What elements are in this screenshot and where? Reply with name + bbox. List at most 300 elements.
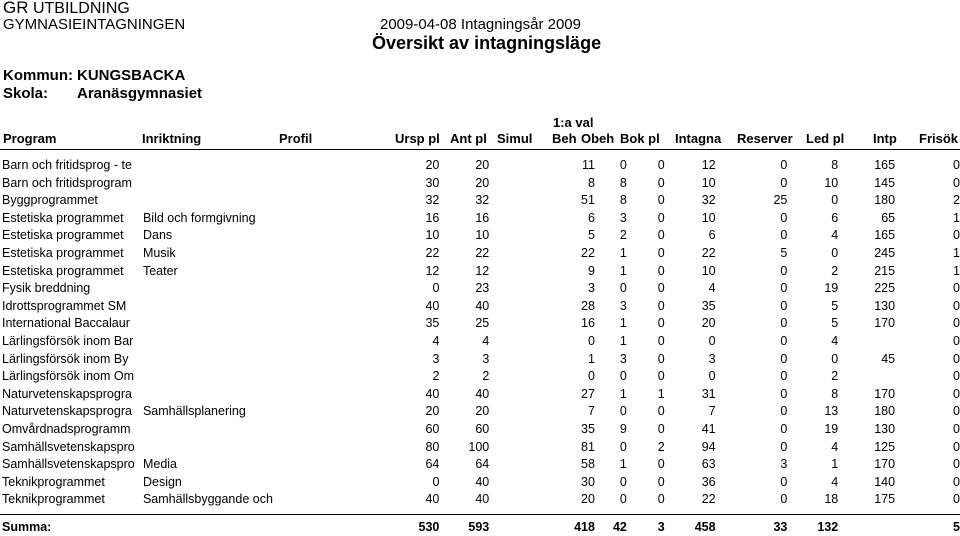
col-header-frisok: Frisök [919,131,959,146]
cell-reserver: 3 [780,457,788,472]
cell-obeh: 1 [619,386,627,401]
cell-profil [282,280,392,298]
cell-intp: 130 [874,421,896,436]
cell-bok-pl: 2 [657,439,665,454]
col-header-led-pl: Led pl [806,131,845,146]
cell-simul [489,263,539,281]
cell-simul [489,298,539,316]
summary-ant: 593 [468,519,490,534]
cell-ursp-pl: 40 [425,492,440,507]
cell-intagna: 10 [701,175,716,190]
cell-ursp-pl: 4 [432,333,440,348]
table-row [0,157,960,175]
cell-inriktning: Design [142,474,182,489]
cell-frisok: 0 [953,439,960,454]
table-body [0,157,960,536]
cell-ursp-pl: 22 [425,245,440,260]
cell-beh: 3 [587,281,595,296]
org-name: UTBILDNING [32,0,130,17]
cell-bok-pl: 0 [657,421,665,436]
subtitle: GYMNASIEINTAGNINGEN [3,16,186,33]
cell-obeh: 1 [619,263,627,278]
cell-simul [489,439,539,457]
table-row [0,210,960,228]
cell-program: Barn och fritidsprog - te [2,158,132,172]
page-title: Översikt av intagningsläge [372,33,602,53]
cell-intagna: 10 [701,210,716,225]
cell-program: Naturvetenskapsprogra [2,386,132,401]
cell-bok-pl: 0 [657,175,665,190]
cell-program: Estetiska programmet [2,245,124,260]
cell-intp: 170 [874,386,896,401]
table-row [0,315,960,333]
cell-simul [489,421,539,439]
cell-program: Byggprogrammet [2,193,98,208]
cell-bok-pl: 0 [657,210,665,225]
cell-beh: 58 [581,457,595,472]
cell-led-pl: 4 [831,439,839,454]
cell-beh: 8 [587,175,595,190]
cell-led-pl: 2 [831,263,839,278]
table-row [0,298,960,316]
col-header-ant-pl: Ant pl [450,131,487,146]
cell-profil [282,439,392,457]
cell-obeh: 0 [619,439,627,454]
cell-bok-pl: 0 [657,457,665,472]
cell-led-pl: 8 [831,158,839,172]
cell-bok-pl: 0 [657,193,665,208]
cell-intp: 180 [874,193,896,208]
cell-ant-pl: 40 [475,474,490,489]
cell-inriktning [143,333,282,351]
cell-frisok: 0 [953,492,960,507]
cell-beh: 16 [581,316,595,331]
cell-inriktning [143,175,282,193]
cell-led-pl: 4 [831,333,839,348]
cell-ursp-pl: 20 [425,404,440,419]
cell-frisok: 0 [953,457,960,472]
table-row [0,333,960,351]
cell-intagna: 20 [701,316,716,331]
cell-led-pl: 4 [831,228,839,243]
cell-profil [282,403,392,421]
cell-intagna: 7 [708,404,716,419]
cell-intagna: 4 [708,281,716,296]
cell-beh: 22 [581,245,595,260]
cell-reserver: 0 [780,158,788,172]
cell-frisok: 0 [953,351,960,366]
cell-frisok: 1 [953,245,960,260]
cell-obeh: 0 [619,474,627,489]
table-row [0,280,960,298]
cell-bok-pl: 0 [657,228,665,243]
cell-bok-pl: 0 [657,369,665,384]
cell-program: Teknikprogrammet [2,474,105,489]
cell-simul [489,368,539,386]
col-header-inriktning: Inriktning [142,131,202,146]
cell-beh: 9 [587,263,595,278]
cell-reserver: 0 [780,333,788,348]
summary-empty [282,519,392,536]
col-header-bok-pl: Bok pl [620,131,660,146]
cell-frisok: 0 [953,404,960,419]
cell-led-pl: 8 [831,386,839,401]
cell-reserver: 0 [780,404,788,419]
cell-frisok: 2 [953,193,960,208]
cell-led-pl: 2 [831,369,839,384]
cell-led-pl: 0 [831,193,839,208]
cell-frisok: 1 [953,210,960,225]
table-row [0,421,960,439]
summary-empty [838,519,895,536]
cell-profil [282,157,392,175]
table-row [0,175,960,193]
cell-led-pl: 10 [824,175,839,190]
cell-beh: 7 [587,404,595,419]
cell-obeh: 0 [619,158,627,172]
cell-frisok: 0 [953,228,960,243]
cell-led-pl: 5 [831,316,839,331]
cell-intp: 180 [874,404,896,419]
cell-inriktning: Dans [142,228,173,243]
cell-ant-pl: 16 [475,210,490,225]
cell-beh: 27 [581,386,595,401]
cell-profil [282,245,392,263]
cell-bok-pl: 0 [657,474,665,489]
cell-inriktning [143,157,282,175]
cell-frisok: 0 [953,316,960,331]
cell-program: Samhällsvetenskapspro [2,439,135,454]
cell-beh: 30 [581,474,595,489]
cell-simul [489,227,539,245]
cell-beh: 35 [581,421,595,436]
cell-intagna: 10 [701,263,716,278]
cell-intagna: 0 [708,333,716,348]
cell-intagna: 31 [701,386,716,401]
col-header-reserver: Reserver [737,131,793,146]
cell-led-pl: 13 [824,404,839,419]
cell-program: Estetiska programmet [2,263,124,278]
cell-simul [489,456,539,474]
col-header-beh: Beh [552,131,577,146]
cell-profil [282,491,392,509]
cell-intagna: 22 [701,492,716,507]
cell-ursp-pl: 30 [425,175,440,190]
cell-simul [489,280,539,298]
cell-inriktning: Bild och formgivning [142,210,256,225]
intake-table [0,157,960,536]
cell-beh: 1 [587,351,595,366]
cell-reserver: 0 [780,228,788,243]
cell-bok-pl: 0 [657,298,665,313]
cell-reserver: 0 [780,210,788,225]
cell-bok-pl: 0 [657,158,665,172]
cell-reserver: 5 [780,245,788,260]
cell-obeh: 1 [619,316,627,331]
cell-profil [282,386,392,404]
cell-led-pl: 1 [831,457,839,472]
cell-program: Estetiska programmet [2,228,124,243]
table-row [0,192,960,210]
cell-ursp-pl: 0 [432,281,440,296]
cell-reserver: 25 [773,193,788,208]
cell-intp: 140 [874,474,896,489]
cell-intp: 175 [874,492,896,507]
cell-beh: 0 [587,369,595,384]
cell-inriktning: Samhällsplanering [142,404,246,419]
cell-simul [489,351,539,369]
cell-ant-pl: 2 [482,369,490,384]
skola-label: Skola: [3,85,49,102]
cell-intagna: 94 [701,439,716,454]
cell-inriktning [143,280,282,298]
cell-intagna: 32 [701,193,716,208]
col-header-profil: Profil [279,131,313,146]
cell-profil [282,456,392,474]
cell-intp: 45 [881,351,896,366]
cell-inriktning [143,298,282,316]
cell-reserver: 0 [780,281,788,296]
cell-obeh: 1 [619,333,627,348]
cell-program: Teknikprogrammet [2,492,105,507]
cell-intagna: 0 [708,369,716,384]
cell-ant-pl: 40 [475,492,490,507]
cell-led-pl: 6 [831,210,839,225]
cell-frisok: 0 [953,158,960,172]
cell-program: Omvårdnadsprogramm [2,421,131,436]
cell-intp: 165 [874,228,896,243]
cell-inriktning [143,386,282,404]
cell-bok-pl: 1 [657,386,665,401]
cell-intp: 170 [874,316,896,331]
cell-program: Lärlingsförsök inom Om [2,369,134,384]
cell-obeh: 1 [619,245,627,260]
cell-ursp-pl: 2 [432,369,440,384]
date-line: 2009-04-08 Intagningsår 2009 [380,16,581,33]
cell-reserver: 0 [780,439,788,454]
cell-inriktning [143,315,282,333]
cell-reserver: 0 [780,263,788,278]
summary-ursp: 530 [418,519,440,534]
cell-profil [282,263,392,281]
summary-label: Summa: [2,519,52,534]
cell-frisok: 0 [953,386,960,401]
cell-intp: 145 [874,175,896,190]
table-row [0,439,960,457]
cell-intp: 245 [874,245,896,260]
cell-profil [282,421,392,439]
cell-program: Lärlingsförsök inom By [2,351,129,366]
cell-inriktning: Samhällsbyggande och [142,492,273,507]
group-label-1a-val: 1:a val [553,115,594,130]
cell-frisok: 0 [953,474,960,489]
cell-ant-pl: 23 [475,281,490,296]
cell-simul [489,333,539,351]
cell-ant-pl: 10 [475,228,490,243]
cell-beh: 11 [581,158,595,172]
table-row [0,245,960,263]
cell-ursp-pl: 3 [432,351,440,366]
cell-ursp-pl: 40 [425,298,440,313]
cell-bok-pl: 0 [657,333,665,348]
cell-frisok: 0 [953,333,960,348]
cell-led-pl: 5 [831,298,839,313]
cell-program: Barn och fritidsprogram [2,175,132,190]
cell-intp [838,333,895,351]
cell-obeh: 1 [619,457,627,472]
cell-profil [282,474,392,492]
col-header-intp: Intp [873,131,897,146]
cell-beh: 28 [581,298,595,313]
cell-obeh: 2 [619,228,627,243]
cell-ant-pl: 100 [468,439,490,454]
cell-ursp-pl: 60 [425,421,440,436]
cell-ursp-pl: 80 [425,439,440,454]
cell-ant-pl: 64 [475,457,490,472]
cell-frisok: 1 [953,263,960,278]
cell-beh: 5 [587,228,595,243]
cell-intp: 215 [874,263,896,278]
cell-program: Samhällsvetenskapspro [2,457,135,472]
cell-simul [489,192,539,210]
cell-bok-pl: 0 [657,492,665,507]
summary-empty [143,519,282,536]
cell-ursp-pl: 10 [425,228,440,243]
cell-ant-pl: 20 [475,158,490,172]
cell-intagna: 35 [701,298,716,313]
cell-ursp-pl: 35 [425,316,440,331]
cell-reserver: 0 [780,369,788,384]
cell-profil [282,351,392,369]
summary-row [0,519,960,536]
col-header-simul: Simul [497,131,533,146]
cell-profil [282,333,392,351]
cell-intagna: 63 [701,457,716,472]
summary-reserver: 33 [773,519,788,534]
summary-frisok: 5 [953,519,960,534]
summary-empty [489,519,539,536]
cell-simul [489,245,539,263]
cell-intp: 125 [874,439,896,454]
table-row [0,368,960,386]
cell-program: International Baccalaur [2,316,130,331]
col-header-program: Program [3,131,57,146]
cell-intagna: 22 [701,245,716,260]
cell-led-pl: 4 [831,474,839,489]
cell-ant-pl: 22 [475,245,490,260]
footer-rule [0,514,960,515]
summary-bok: 3 [657,519,665,534]
cell-obeh: 0 [619,404,627,419]
cell-intp: 170 [874,457,896,472]
cell-led-pl: 19 [824,281,839,296]
cell-inriktning [143,421,282,439]
cell-reserver: 0 [780,492,788,507]
cell-obeh: 8 [619,175,627,190]
cell-frisok: 0 [953,281,960,296]
cell-ursp-pl: 32 [425,193,440,208]
cell-ant-pl: 25 [475,316,490,331]
org-prefix: GR [3,0,29,17]
cell-ant-pl: 40 [475,298,490,313]
table-row [0,491,960,509]
col-header-ursp-pl: Ursp pl [395,131,440,146]
cell-frisok: 0 [953,369,960,384]
cell-ursp-pl: 12 [425,263,440,278]
kommun-label: Kommun: [3,67,73,84]
summary-intagna: 458 [694,519,716,534]
cell-ursp-pl: 20 [425,158,440,172]
col-header-intagna: Intagna [675,131,722,146]
cell-frisok: 0 [953,298,960,313]
cell-simul [489,210,539,228]
cell-reserver: 0 [780,351,788,366]
cell-reserver: 0 [780,474,788,489]
cell-reserver: 0 [780,421,788,436]
cell-obeh: 3 [619,351,627,366]
cell-intp: 130 [874,298,896,313]
cell-led-pl: 18 [824,492,839,507]
table-row [0,386,960,404]
cell-bok-pl: 0 [657,245,665,260]
cell-intp: 225 [874,281,896,296]
cell-obeh: 0 [619,369,627,384]
cell-program: Lärlingsförsök inom Bar [2,333,134,348]
cell-ant-pl: 12 [475,263,490,278]
table-row [0,227,960,245]
cell-inriktning: Media [142,457,178,472]
cell-beh: 51 [581,193,595,208]
cell-obeh: 3 [619,210,627,225]
cell-inriktning [143,351,282,369]
cell-frisok: 0 [953,421,960,436]
cell-profil [282,192,392,210]
cell-reserver: 0 [780,175,788,190]
col-header-obeh: Obeh [581,131,615,146]
cell-intagna: 36 [701,474,716,489]
cell-reserver: 0 [780,316,788,331]
cell-ant-pl: 3 [482,351,490,366]
cell-ant-pl: 20 [475,404,490,419]
cell-ursp-pl: 64 [425,457,440,472]
cell-simul [489,403,539,421]
cell-intp: 165 [874,158,896,172]
cell-profil [282,227,392,245]
summary-led: 132 [817,519,839,534]
cell-program: Estetiska programmet [2,210,124,225]
cell-bok-pl: 0 [657,404,665,419]
cell-obeh: 3 [619,298,627,313]
cell-intagna: 41 [701,421,716,436]
cell-inriktning: Musik [142,245,176,260]
cell-simul [489,386,539,404]
cell-simul [489,315,539,333]
cell-ursp-pl: 0 [432,474,440,489]
cell-inriktning: Teater [142,263,178,278]
cell-profil [282,298,392,316]
cell-simul [489,175,539,193]
table-row [0,403,960,421]
cell-ursp-pl: 40 [425,386,440,401]
cell-frisok: 0 [953,175,960,190]
cell-profil [282,368,392,386]
table-row [0,263,960,281]
cell-inriktning [143,368,282,386]
cell-beh: 20 [581,492,595,507]
cell-ant-pl: 40 [475,386,490,401]
cell-profil [282,175,392,193]
cell-intp: 65 [881,210,896,225]
